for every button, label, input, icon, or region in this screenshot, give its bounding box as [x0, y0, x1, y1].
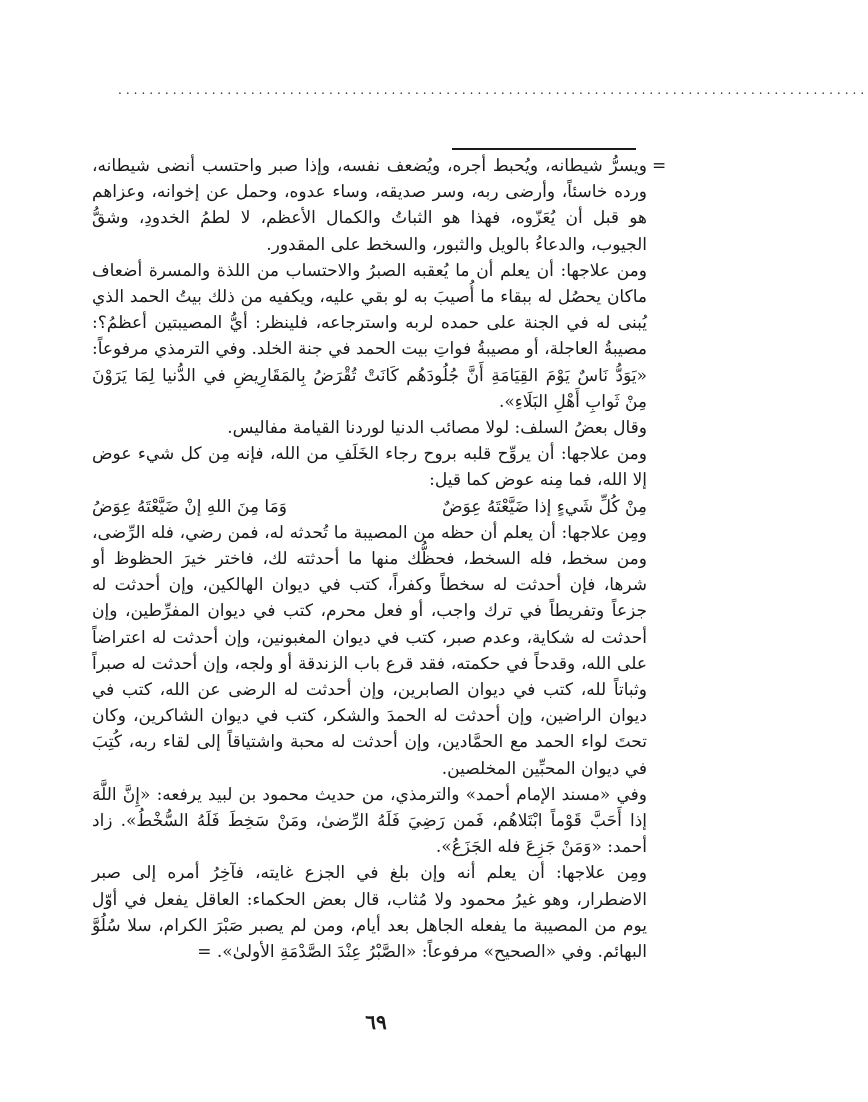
verse-second-hemistich: وَمَا مِنَ اللهِ إنْ ضَيَّعْتَهُ عِوَضُ: [92, 496, 287, 517]
header-dotted-line: ................................................................................................: [118, 83, 868, 97]
paragraph-1: ويسرُّ شيطانه، ويُحبط أجره، ويُضعف نفسه، وإذا صبر واحتسب أنضى شيطانه، ورده خاسئاً، وأرضى ربه، وسر صديقه، وساء عدوه، وحمل عن إخوانه، وعزاهم هو قبل أن يُعَزّوه، فهذا هو الثباتُ والكمال الأعظم، لا لطمُ الخدودِ، وشقُّ الجيوب، والدعاءُ بالويل والثبور، والسخط على المقدور.: [92, 156, 647, 255]
footnote-separator-rule: [452, 148, 636, 150]
poetry-verse: [92, 494, 647, 520]
verse-first-hemistich: مِنْ كُلِّ شَيءٍ إذا ضَيَّعْتَهُ عِوَضٌ: [442, 496, 647, 517]
paragraph-6: وفي «مسند الإمام أحمد» والترمذي، من حديث محمود بن لبيد يرفعه: «إِنَّ اللَّهَ إذا أَحَبَّ قَوْماً ابْتَلاهُم، فَمن رَضِيَ فَلَهُ الرِّضىٰ، ومَنْ سَخِطَ فَلَهُ السُّخْطُ». زاد أحمد: «وَمَنْ جَزِعَ فله الجَزَعُ».: [92, 784, 647, 858]
paragraph-7: ومِن علاجها: أن يعلم أنه وإن بلغ في الجزع غايته، فآخِرُ أمره إلى صبر الاضطرار، وهو غيرُ محمود ولا مُثاب، قال بعض الحكماء: العاقل يفعل في أوّل يوم من المصيبة ما يفعله الجاهل بعد أيام، ومن لم يصبر صَبْرَ الكرام، سلا سُلُوَّ البهائم. وفي «الصحيح» مرفوعاً: «الصَّبْرُ عِنْدَ الصَّدْمَةِ الأولىٰ». =: [92, 863, 647, 963]
paragraph-4: ومن علاجها: أن يروِّح قلبه بروح رجاء الخَلَفِ من الله، فإنه مِن كل شيء عوض إلا الله، فما مِنه عوض كما قيل:: [92, 444, 647, 491]
paragraph-5: ومِن علاجها: أن يعلم أن حظه من المصيبة ما تُحدثه له، فمن رضي، فله الرِّضى، ومن سخط، فله السخط، فحظُّك منها ما أحدثته لك، فاختر خيرَ الحظوظ أو شرها، فإن أحدثت له سخطاً وكفراً، كتب في ديوان الهالكين، وإن أحدثت له جزعاً وتفريطاً في ترك واجب، أو فعل محرم، كتب في ديوان المفرِّطين، وإن أحدثت له شكاية، وعدم صبر، كتب في ديوان المغبونين، وإن أحدثت له اعتراضاً على الله، وقدحاً في حكمته، فقد قرع باب الزندقة أو ولجه، وإن أحدثت له صبراً وثباتاً لله، كتب في ديوان الصابرين، وإن أحدثت له الرضى عن الله، كتب في ديوان الراضين، وإن أحدثت له الحمدَ والشكر، كتب في ديوان الشاكرين، وكان تحتَ لواء الحمد مع الحمَّادين، وإن أحدثت له محبة واشتياقاً إلى لقاء ربه، كُتِبَ في ديوان المحبِّين المخلصين.: [92, 522, 647, 779]
main-text-block: [92, 153, 647, 965]
page-number: ٦٩: [365, 1010, 387, 1034]
paragraph-3: وقال بعضُ السلف: لولا مصائب الدنيا لوردنا القيامة مفاليس.: [227, 418, 647, 439]
continuation-marker-top: =: [652, 156, 667, 176]
paragraph-2: ومن علاجها: أن يعلم أن ما يُعقبه الصبرُ والاحتساب من اللذة والمسرة أضعاف ماكان يحصُل له ببقاء ما أُصيبَ به لو بقي عليه، ويكفيه من ذلك بيتُ الحمد الذي يُبنى له في الجنة على حمده لربه واسترجاعه، فلينظر: أيُّ المصيبتين أعظمُ؟: مصيبةُ العاجلة، أو مصيبةُ فواتِ بيت الحمد في جنة الخلد. وفي الترمذي مرفوعاً: «يَوَدُّ نَاسٌ يَوْمَ القِيَامَةِ أَنَّ جُلُودَهُم كَانَتْ تُقْرَضُ بِالمَقَارِيضِ في الدُّنيا لِمَا يَرَوْنَ مِنْ ثَوابِ أَهْلِ البَلَاءِ».: [92, 260, 647, 412]
